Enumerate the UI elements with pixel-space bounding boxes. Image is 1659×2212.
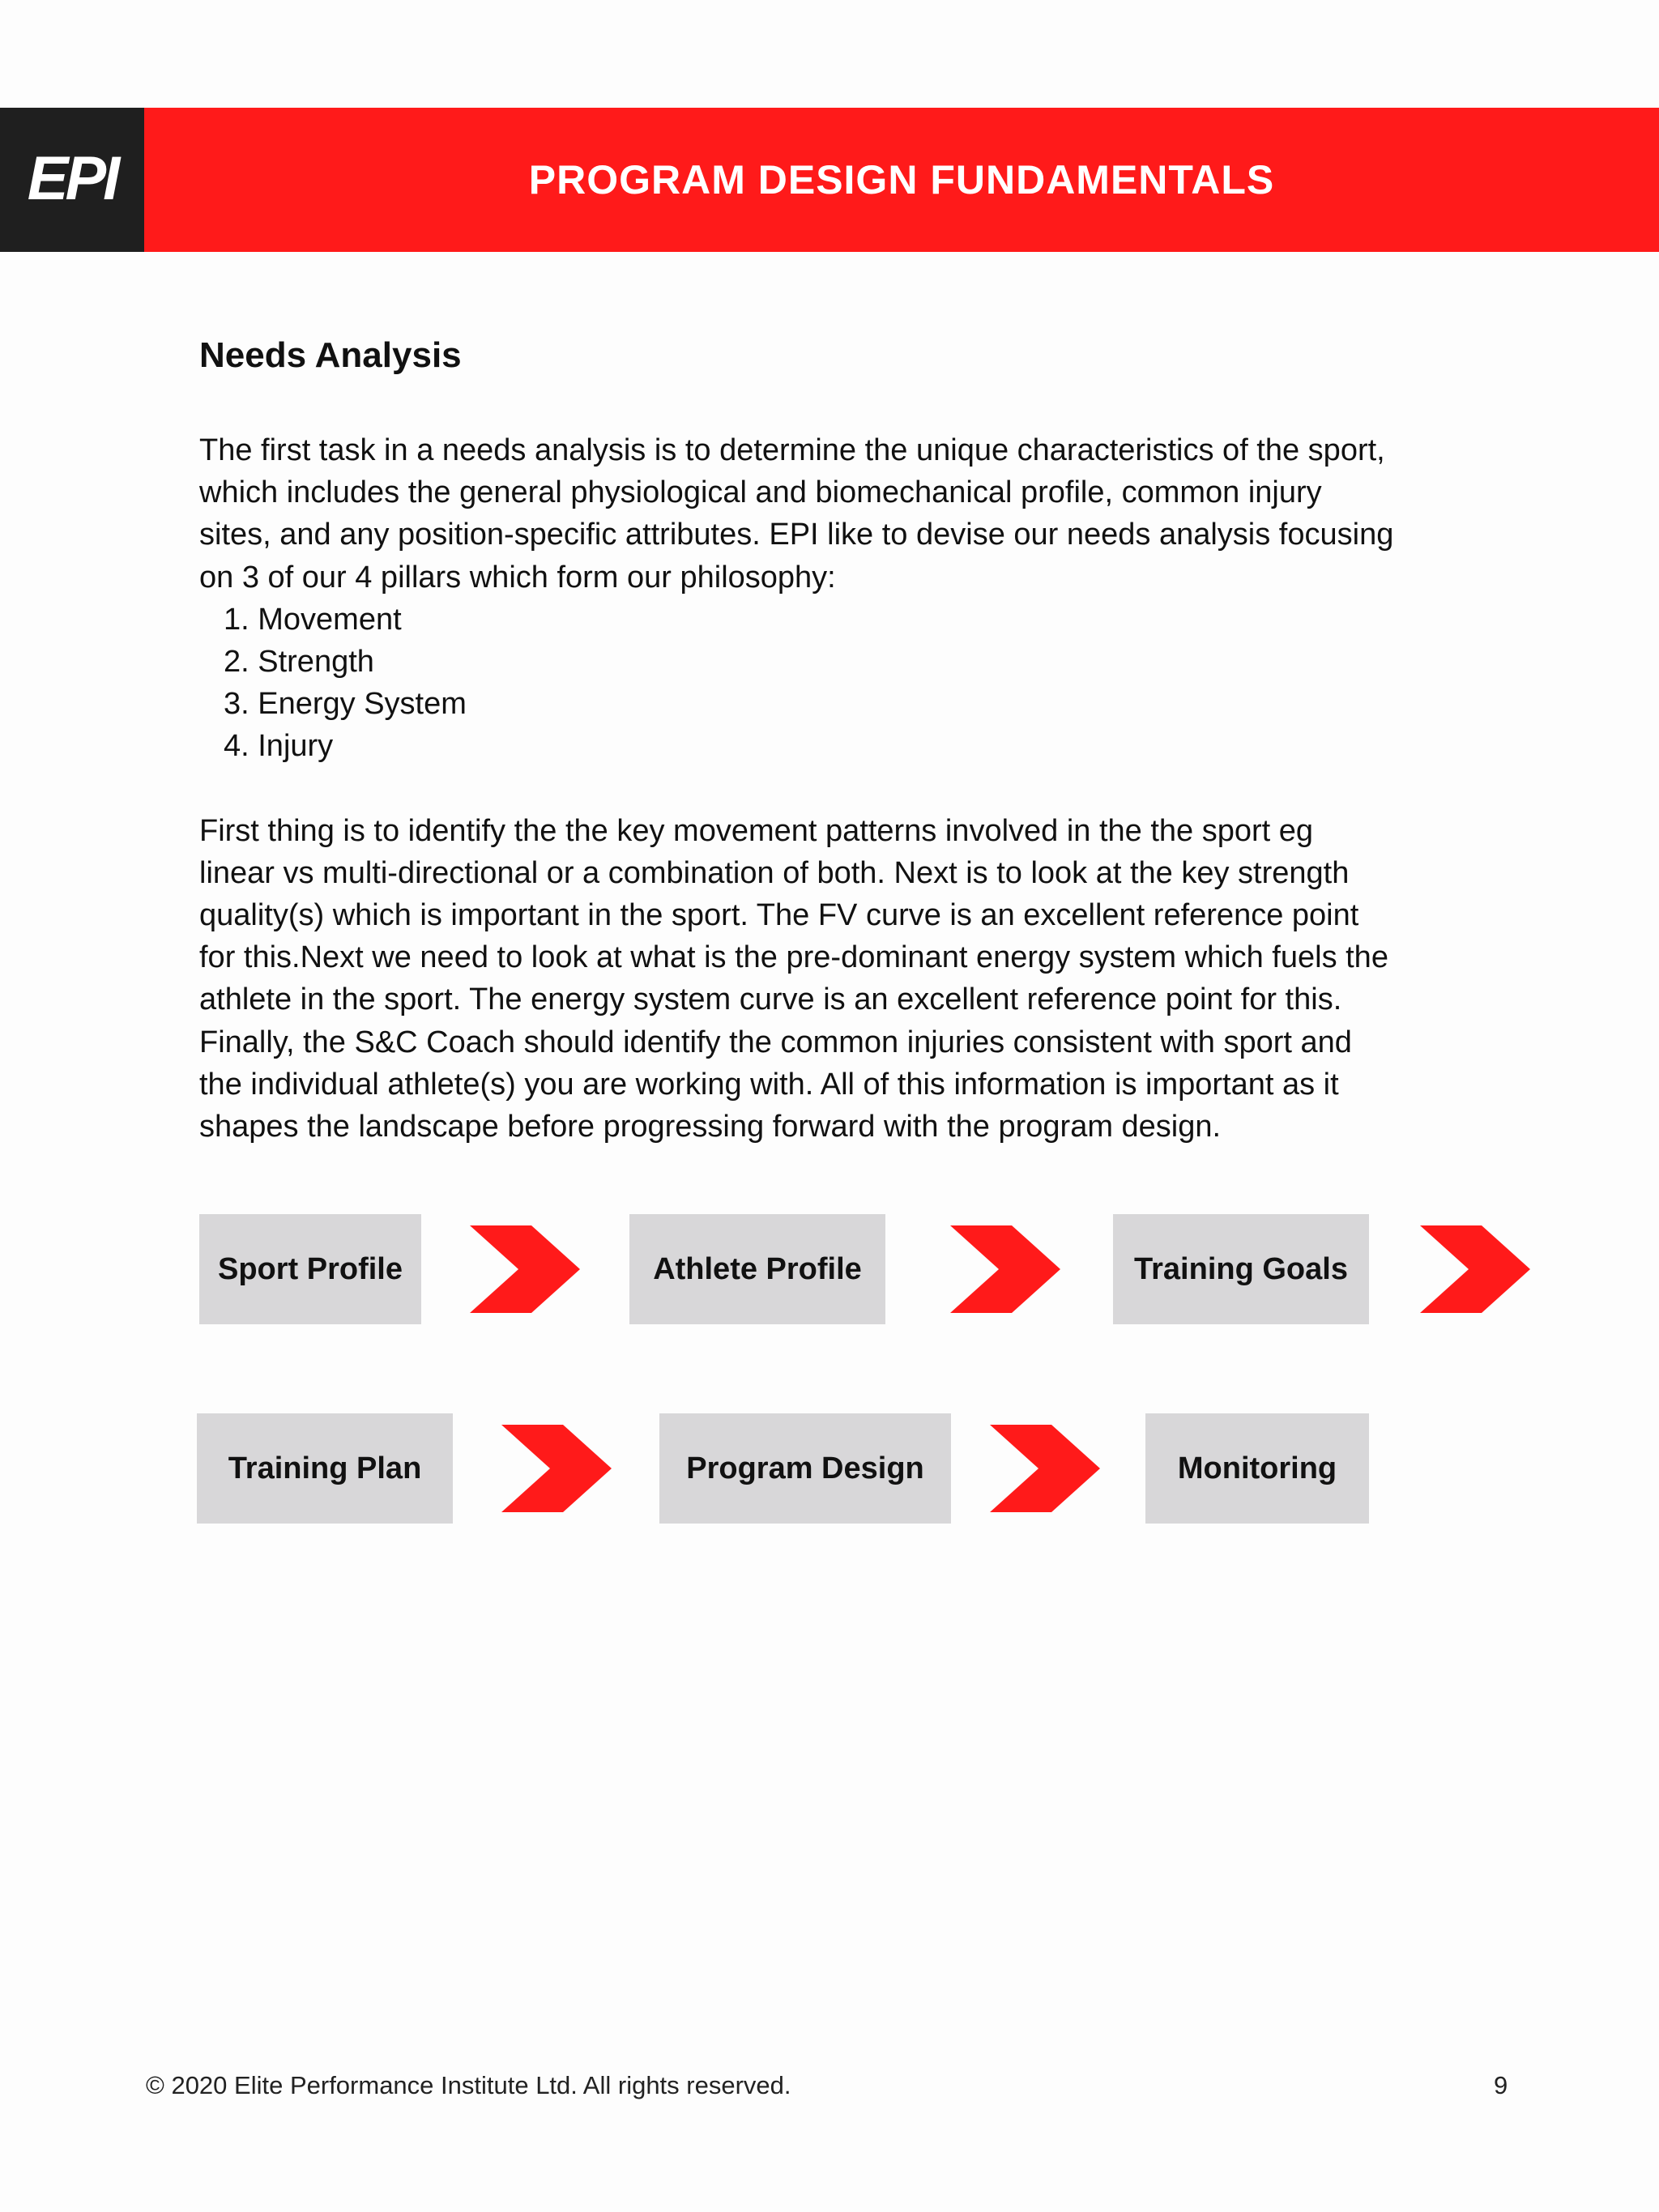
pillar-item: 1. Movement: [224, 602, 402, 637]
flow-step-sport-profile: Sport Profile: [199, 1214, 421, 1324]
chevron-right-icon: [501, 1425, 613, 1512]
intro-line: The first task in a needs analysis is to determine the unique characteristics of the sport,: [199, 433, 1385, 467]
body-line: First thing is to identify the the key movement patterns involved in the the sport eg: [199, 813, 1314, 848]
intro-line: sites, and any position-specific attributes. EPI like to devise our needs analysis focusing: [199, 518, 1394, 552]
body-line: quality(s) which is important in the sport. The FV curve is an excellent reference point: [199, 898, 1359, 933]
footer-copyright: © 2020 Elite Performance Institute Ltd. All rights reserved.: [146, 2071, 791, 2099]
chevron-right-icon: [470, 1225, 582, 1313]
section-heading: Needs Analysis: [199, 335, 462, 375]
body-line: linear vs multi-directional or a combination of both. Next is to look at the key strength: [199, 855, 1350, 890]
flow-step-training-plan: Training Plan: [197, 1413, 453, 1524]
svg-text:EPI: EPI: [27, 154, 117, 206]
main-content: [199, 324, 1479, 1148]
flow-step-training-goals: Training Goals: [1113, 1214, 1369, 1324]
intro-line: on 3 of our 4 pillars which form our philosophy:: [199, 560, 836, 595]
body-paragraph: [199, 810, 1479, 1149]
body-line: athlete in the sport. The energy system curve is an excellent reference point for this.: [199, 982, 1342, 1017]
body-line: Finally, the S&C Coach should identify the common injuries consistent with sport and: [199, 1025, 1352, 1059]
body-line: the individual athlete(s) you are working with. All of this information is important as it: [199, 1067, 1339, 1102]
epi-logo-mark: [11, 154, 133, 206]
pillar-item: 3. Energy System: [224, 687, 467, 722]
pillar-item: 2. Strength: [224, 645, 374, 680]
body-line: shapes the landscape before progressing forward with the program design.: [199, 1110, 1222, 1144]
intro-line: which includes the general physiological and biomechanical profile, common injury: [199, 475, 1322, 510]
header-bar: [0, 108, 1659, 252]
pillar-item: 4. Injury: [224, 729, 334, 764]
flow-step-athlete-profile: Athlete Profile: [629, 1214, 885, 1324]
flow-step-monitoring: Monitoring: [1145, 1413, 1369, 1524]
flow-step-program-design: Program Design: [659, 1413, 951, 1524]
header-title: PROGRAM DESIGN FUNDAMENTALS: [528, 157, 1275, 202]
pillars-list: [199, 599, 1479, 768]
epi-logo: [0, 108, 144, 252]
chevron-right-icon: [990, 1425, 1102, 1512]
page-number: 9: [1494, 2071, 1508, 2099]
intro-paragraph: [199, 429, 1479, 599]
body-line: for this.Next we need to look at what is the pre-dominant energy system which fuels the: [199, 940, 1388, 975]
chevron-right-icon: [950, 1225, 1062, 1313]
chevron-right-icon: [1420, 1225, 1532, 1313]
